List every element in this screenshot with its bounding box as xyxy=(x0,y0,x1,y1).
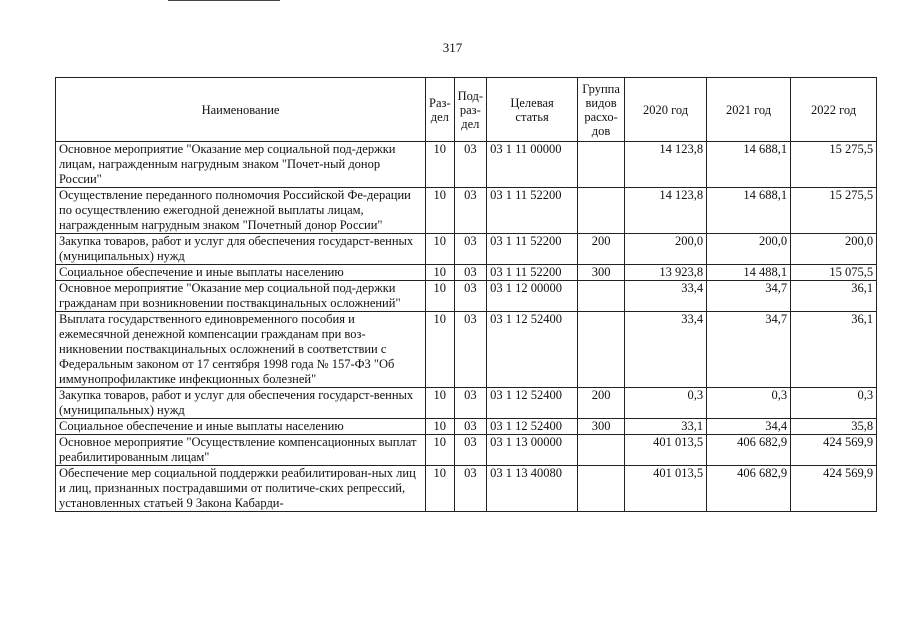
header-2021: 2021 год xyxy=(707,78,791,142)
row-2020: 401 013,5 xyxy=(625,435,707,466)
row-subsection: 03 xyxy=(454,234,486,265)
row-subsection: 03 xyxy=(454,312,486,388)
row-2021: 14 488,1 xyxy=(707,265,791,281)
row-2022: 0,3 xyxy=(791,388,877,419)
header-2022: 2022 год xyxy=(791,78,877,142)
row-2022: 36,1 xyxy=(791,312,877,388)
row-name: Основное мероприятие "Оказание мер социальной под-держки гражданам при возникновении поствакцинальных осложнений" xyxy=(56,281,426,312)
row-section: 10 xyxy=(426,466,455,512)
row-2022: 200,0 xyxy=(791,234,877,265)
row-name: Осуществление переданного полномочия Российской Фе-дерации по осуществлению ежегодной денежной выплаты лицам, награжденным нагрудным знаком "Почетный донор России" xyxy=(56,188,426,234)
row-group xyxy=(578,312,625,388)
row-2020: 14 123,8 xyxy=(625,142,707,188)
row-2021: 14 688,1 xyxy=(707,142,791,188)
row-name: Выплата государственного единовременного пособия и ежемесячной денежной компенсации гражданам при воз-никновении поствакцинальных осложнений в соответствии с Федеральным законом от 17 сентября 1998 года № 157-ФЗ "Об иммунопрофилактике инфекционных болезней" xyxy=(56,312,426,388)
row-target: 03 1 12 00000 xyxy=(487,281,578,312)
row-2021: 34,7 xyxy=(707,281,791,312)
row-2021: 34,7 xyxy=(707,312,791,388)
row-2022: 15 075,5 xyxy=(791,265,877,281)
row-target: 03 1 12 52400 xyxy=(487,388,578,419)
table-header-row xyxy=(56,78,877,142)
row-2022: 15 275,5 xyxy=(791,142,877,188)
row-name: Основное мероприятие "Оказание мер социальной под-держки лицам, награжденным нагрудным знаком "Почет-ный донор России" xyxy=(56,142,426,188)
row-2020: 200,0 xyxy=(625,234,707,265)
header-subsection: Под- раз- дел xyxy=(454,78,486,142)
row-2021: 34,4 xyxy=(707,419,791,435)
row-subsection: 03 xyxy=(454,281,486,312)
table-row xyxy=(56,281,877,312)
row-name: Основное мероприятие "Осуществление компенсационных выплат реабилитированным лицам" xyxy=(56,435,426,466)
header-section: Раз- дел xyxy=(426,78,455,142)
row-section: 10 xyxy=(426,234,455,265)
row-section: 10 xyxy=(426,265,455,281)
row-2022: 424 569,9 xyxy=(791,466,877,512)
row-name: Обеспечение мер социальной поддержки реабилитирован-ных лиц и лиц, признанных пострадавшими от политиче-ских репрессий, установленных статьей 9 Закона Кабарди- xyxy=(56,466,426,512)
row-group xyxy=(578,188,625,234)
row-target: 03 1 13 40080 xyxy=(487,466,578,512)
row-2020: 33,4 xyxy=(625,281,707,312)
row-target: 03 1 12 52400 xyxy=(487,312,578,388)
table-row xyxy=(56,234,877,265)
row-2021: 406 682,9 xyxy=(707,466,791,512)
row-2021: 14 688,1 xyxy=(707,188,791,234)
row-2020: 33,1 xyxy=(625,419,707,435)
budget-table xyxy=(55,77,877,512)
row-group: 300 xyxy=(578,419,625,435)
row-name: Закупка товаров, работ и услуг для обеспечения государст-венных (муниципальных) нужд xyxy=(56,388,426,419)
row-subsection: 03 xyxy=(454,188,486,234)
row-target: 03 1 11 52200 xyxy=(487,188,578,234)
row-target: 03 1 13 00000 xyxy=(487,435,578,466)
row-group: 200 xyxy=(578,388,625,419)
row-2020: 14 123,8 xyxy=(625,188,707,234)
row-name: Социальное обеспечение и иные выплаты населению xyxy=(56,265,426,281)
row-name: Закупка товаров, работ и услуг для обеспечения государст-венных (муниципальных) нужд xyxy=(56,234,426,265)
row-section: 10 xyxy=(426,419,455,435)
row-section: 10 xyxy=(426,388,455,419)
row-2021: 200,0 xyxy=(707,234,791,265)
row-subsection: 03 xyxy=(454,466,486,512)
row-2022: 35,8 xyxy=(791,419,877,435)
row-2020: 33,4 xyxy=(625,312,707,388)
row-group xyxy=(578,281,625,312)
table-row xyxy=(56,466,877,512)
row-target: 03 1 12 52400 xyxy=(487,419,578,435)
row-2020: 13 923,8 xyxy=(625,265,707,281)
row-group xyxy=(578,142,625,188)
row-section: 10 xyxy=(426,188,455,234)
row-2022: 36,1 xyxy=(791,281,877,312)
row-2020: 401 013,5 xyxy=(625,466,707,512)
row-section: 10 xyxy=(426,142,455,188)
row-section: 10 xyxy=(426,281,455,312)
row-group xyxy=(578,466,625,512)
row-subsection: 03 xyxy=(454,435,486,466)
row-subsection: 03 xyxy=(454,142,486,188)
page-number: 317 xyxy=(442,40,463,55)
top-edge-mark xyxy=(168,0,280,4)
row-target: 03 1 11 00000 xyxy=(487,142,578,188)
row-2022: 15 275,5 xyxy=(791,188,877,234)
header-target: Целевая статья xyxy=(487,78,578,142)
row-section: 10 xyxy=(426,435,455,466)
header-2020: 2020 год xyxy=(625,78,707,142)
row-2020: 0,3 xyxy=(625,388,707,419)
row-subsection: 03 xyxy=(454,388,486,419)
row-section: 10 xyxy=(426,312,455,388)
row-subsection: 03 xyxy=(454,265,486,281)
row-2021: 0,3 xyxy=(707,388,791,419)
row-target: 03 1 11 52200 xyxy=(487,265,578,281)
header-group: Группа видов расхо- дов xyxy=(578,78,625,142)
row-2021: 406 682,9 xyxy=(707,435,791,466)
table-row xyxy=(56,312,877,388)
row-subsection: 03 xyxy=(454,419,486,435)
table-row xyxy=(56,188,877,234)
row-target: 03 1 11 52200 xyxy=(487,234,578,265)
row-group xyxy=(578,435,625,466)
table-row xyxy=(56,435,877,466)
row-group: 300 xyxy=(578,265,625,281)
row-group: 200 xyxy=(578,234,625,265)
table-row xyxy=(56,388,877,419)
table-row xyxy=(56,265,877,281)
table-row xyxy=(56,142,877,188)
row-name: Социальное обеспечение и иные выплаты населению xyxy=(56,419,426,435)
header-name: Наименование xyxy=(56,78,426,142)
row-2022: 424 569,9 xyxy=(791,435,877,466)
table-row xyxy=(56,419,877,435)
